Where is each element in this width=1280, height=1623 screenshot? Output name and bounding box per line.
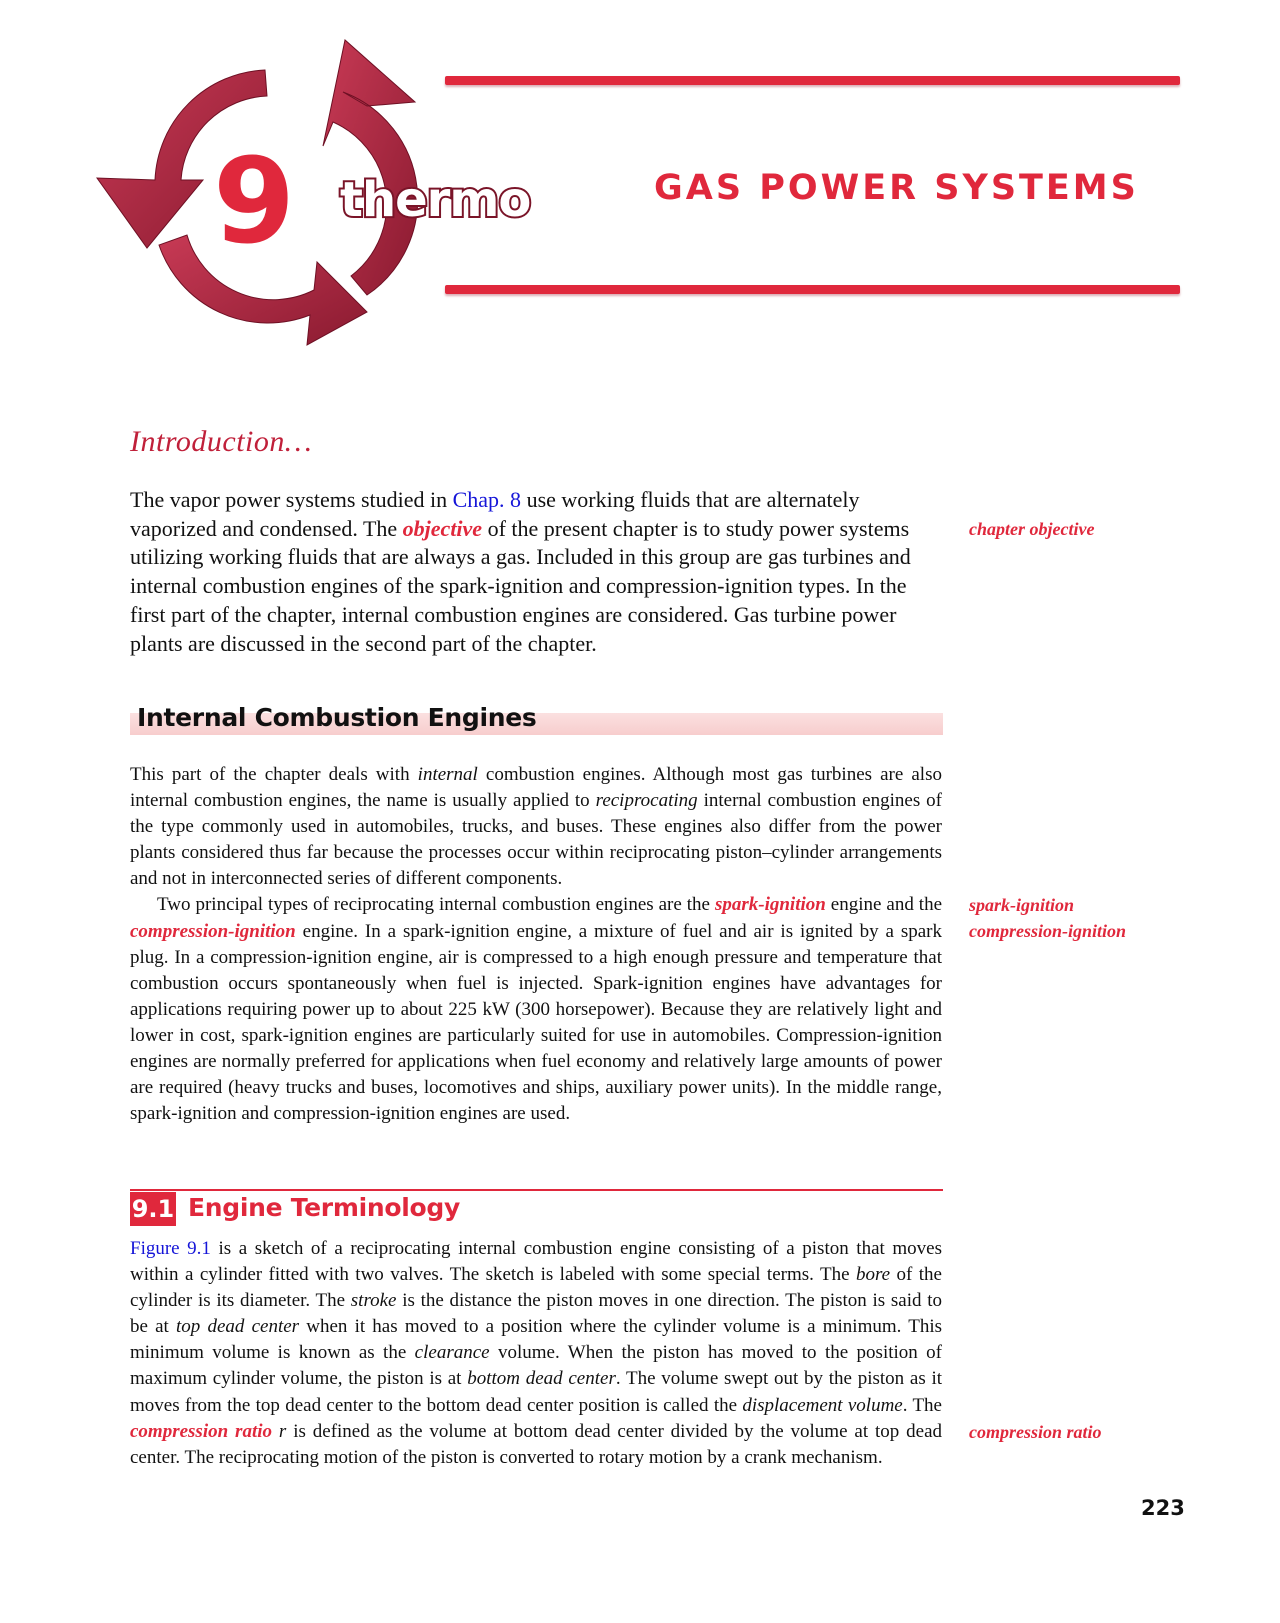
intro-paragraph [130, 486, 942, 658]
margin-note-spark-ignition: spark-ignition [969, 895, 1075, 915]
margin-note-compression-ignition: compression-ignition [969, 921, 1127, 941]
chapter-logo [95, 30, 531, 370]
text: is defined as the volume at bottom dead center divided by the volume at top dead center. The reciprocating motion of the piston is converted to rotary motion by a crank mechanism. [130, 1420, 943, 1468]
keyword-objective: objective [402, 515, 483, 541]
emphasis: reciprocating [595, 790, 698, 812]
text [272, 1421, 279, 1442]
text: . The volume swept out by the piston as it moves from the top dead center to the bottom dead center position is called the [130, 1368, 943, 1416]
text: This part of the chapter deals with [130, 764, 418, 785]
chap-8-link[interactable]: Chap. 8 [452, 487, 522, 512]
text: is a sketch of a reciprocating internal combustion engine consisting of a piston that moves within a cylinder fitted with two valves. The sketch is labeled with some special terms. The [130, 1238, 942, 1286]
text: The vapor power systems studied in [130, 487, 453, 512]
emphasis: stroke [350, 1290, 397, 1312]
text: use working fluids that are alternately vaporized and condensed. The [130, 487, 860, 541]
section-title: Engine Terminology [188, 1193, 460, 1222]
text: of the cylinder is its diameter. The [130, 1264, 942, 1312]
margin-note-compression-ratio: compression ratio [969, 1422, 1102, 1442]
text: Two principal types of reciprocating internal combustion engines are the [157, 894, 715, 916]
text: of the present chapter is to study power systems utilizing working fluids that are always a gas. Included in this group are gas turbines and internal combustion engines of the spark-ignition and compression-ignition types. In the first part of the chapter, internal combustion engines are considered. Gas turbine power plants are discussed in the second part of the chapter. [130, 515, 911, 656]
ice-section-heading: Internal Combustion Engines [137, 703, 537, 732]
text: internal combustion engines of the type commonly used in automobiles, trucks, and buses. These engines also differ from the power plants considered thus far because the processes occur within reciprocating piston–cylinder arrangements and not in interconnected series of different components. [130, 790, 942, 890]
emphasis: top dead center [176, 1316, 300, 1338]
ice-body [130, 762, 942, 1127]
ice-paragraph-1 [130, 762, 942, 892]
emphasis: internal [417, 764, 478, 785]
keyword-compression-ratio: compression ratio [130, 1420, 273, 1442]
terminology-paragraph [130, 1236, 942, 1471]
book-brand-word: thermo [340, 172, 531, 228]
margin-note-chapter-objective: chapter objective [969, 519, 1095, 539]
intro-heading: Introduction… [130, 425, 313, 458]
header-rule-bottom [445, 285, 1180, 294]
page-number: 223 [1141, 1496, 1185, 1520]
emphasis: r [278, 1420, 287, 1442]
text: engine. In a spark-ignition engine, a mixture of fuel and air is ignited by a spark plug. In a compression-ignition engine, air is compressed to a high enough pressure and temperature that combustion occurs spontaneously when fuel is injected. Spark-ignition engines have advantages for applications requiring power up to about 225 kW (300 horsepower). Because they are relatively light and lower in cost, spark-ignition engines are particularly suited for use in automobiles. Compression-ignition engines are normally preferred for applications when fuel economy and relatively large amounts of power are required (heavy trucks and buses, locomotives and ships, auxiliary power units). In the middle range, spark-ignition and compression-ignition engines are used. [130, 920, 942, 1125]
keyword-compression-ignition: compression-ignition [130, 920, 296, 942]
chapter-title: GAS POWER SYSTEMS [654, 168, 1139, 208]
text: engine and the [825, 894, 943, 916]
text: volume. When the piston has moved to the position of maximum cylinder volume, the piston is at [130, 1342, 942, 1390]
chapter-number: 9 [213, 132, 296, 270]
text: when it has moved to a position where the cylinder volume is a minimum. This minimum volume is known as the [130, 1316, 942, 1364]
keyword-spark-ignition: spark-ignition [714, 894, 826, 916]
emphasis: bottom dead center [467, 1368, 616, 1390]
figure-9-1-link[interactable]: Figure 9.1 [130, 1238, 211, 1259]
text: . The [902, 1394, 942, 1416]
ice-paragraph-2 [130, 892, 942, 1127]
emphasis: clearance [414, 1342, 490, 1364]
emphasis: bore [855, 1264, 891, 1286]
section-number-badge: 9.1 [130, 1192, 176, 1226]
emphasis: displacement volume [742, 1394, 903, 1416]
text: combustion engines. Although most gas turbines are also internal combustion engines, the name is usually applied to [130, 764, 942, 812]
header-rule-top [445, 76, 1180, 85]
text: is the distance the piston moves in one direction. The piston is said to be at [130, 1290, 942, 1338]
